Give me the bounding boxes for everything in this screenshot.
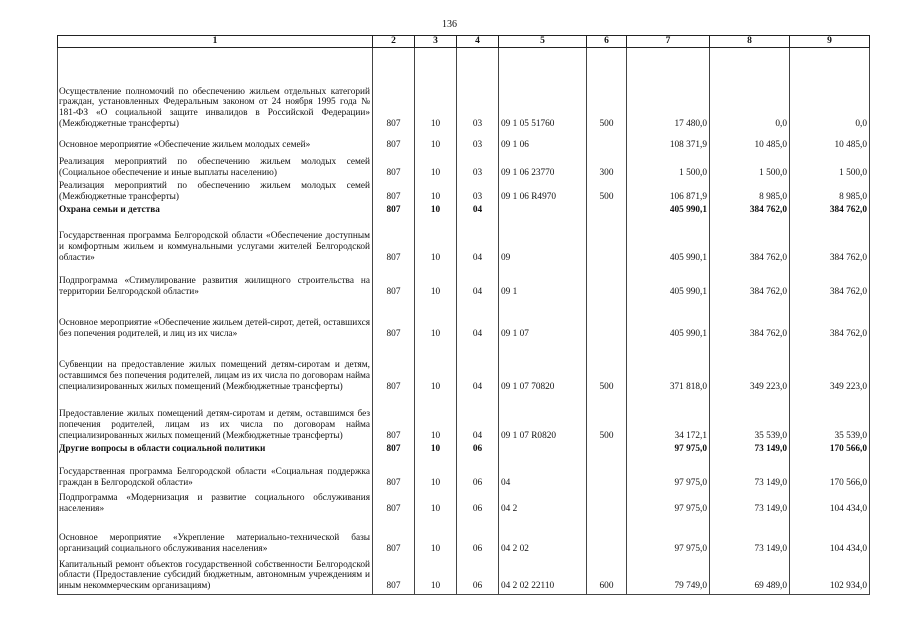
column-header: 8: [710, 36, 790, 48]
row-name: Основное мероприятие «Обеспечение жильем детей-сирот, детей, оставшихся без попечения родителей, и лиц из их числа»: [58, 299, 373, 341]
subsection-code: 06: [457, 556, 499, 594]
admin-code: 807: [373, 341, 415, 394]
amount-2: 405 990,1: [627, 299, 710, 341]
section-code: 10: [415, 341, 457, 394]
amount-3: 384 762,0: [710, 299, 790, 341]
amount-2: 106 871,9: [627, 180, 710, 204]
amount-3: 349 223,0: [710, 341, 790, 394]
target-code: 09: [499, 217, 587, 265]
subsection-code: 06: [457, 456, 499, 490]
amount-3: 10 485,0: [710, 131, 790, 152]
amount-2: 405 990,1: [627, 265, 710, 299]
subsection-code: 06: [457, 516, 499, 556]
admin-code: 807: [373, 217, 415, 265]
section-code: 10: [415, 131, 457, 152]
amount-4: 35 539,0: [790, 394, 870, 443]
expense-type: 500: [587, 394, 627, 443]
table-body: [58, 47, 870, 594]
amount-2: 34 172,1: [627, 394, 710, 443]
amount-4: 10 485,0: [790, 131, 870, 152]
admin-code: 807: [373, 516, 415, 556]
row-name: Предоставление жилых помещений детям-сиротам и детям, оставшимся без попечения родителей, лицам из их числа по договорам найма специализированных жилых помещений (Межбюджетные трансферты): [58, 394, 373, 443]
table-row: [58, 299, 870, 341]
table-row: [58, 490, 870, 516]
row-name: Реализация мероприятий по обеспечению жильем молодых семей (Социальное обеспечение и иные выплаты населению): [58, 152, 373, 180]
row-name: Подпрограмма «Модернизация и развитие социального обслуживания населения»: [58, 490, 373, 516]
target-code: 04 2 02: [499, 516, 587, 556]
amount-4: 384 762,0: [790, 265, 870, 299]
subsection-code: 03: [457, 180, 499, 204]
amount-3: 35 539,0: [710, 394, 790, 443]
target-code: 09 1 05 51760: [499, 47, 587, 131]
table-row: [58, 456, 870, 490]
expense-type: [587, 443, 627, 456]
subsection-code: 04: [457, 299, 499, 341]
admin-code: 807: [373, 180, 415, 204]
amount-2: 1 500,0: [627, 152, 710, 180]
subsection-code: 06: [457, 490, 499, 516]
section-code: 10: [415, 217, 457, 265]
section-code: 10: [415, 456, 457, 490]
table-row: [58, 394, 870, 443]
admin-code: 807: [373, 490, 415, 516]
table-row: [58, 131, 870, 152]
row-name: Другие вопросы в области социальной политики: [58, 443, 373, 456]
amount-3: 1 500,0: [710, 152, 790, 180]
column-header: 7: [627, 36, 710, 48]
expense-type: 500: [587, 341, 627, 394]
target-code: 09 1: [499, 265, 587, 299]
section-code: 10: [415, 394, 457, 443]
section-code: 10: [415, 47, 457, 131]
admin-code: 807: [373, 443, 415, 456]
row-name: Капитальный ремонт объектов государственной собственности Белгородской области (Предоставление субсидий бюджетным, автономным учреждениям и иным некоммерческим организациям): [58, 556, 373, 594]
amount-2: 17 480,0: [627, 47, 710, 131]
section-code: 10: [415, 265, 457, 299]
subsection-code: 04: [457, 394, 499, 443]
table-row: [58, 217, 870, 265]
amount-4: 384 762,0: [790, 217, 870, 265]
amount-4: 1 500,0: [790, 152, 870, 180]
admin-code: 807: [373, 556, 415, 594]
row-name: Реализация мероприятий по обеспечению жильем молодых семей (Межбюджетные трансферты): [58, 180, 373, 204]
row-name: Субвенции на предоставление жилых помещений детям-сиротам и детям, оставшимся без попечения родителей, лицам из их числа по договорам найма специализированных жилых помещений (Межбюджетные трансферты): [58, 341, 373, 394]
row-name: Подпрограмма «Стимулирование развития жилищного строительства на территории Белгородской области»: [58, 265, 373, 299]
section-code: 10: [415, 299, 457, 341]
admin-code: 807: [373, 394, 415, 443]
amount-2: 108 371,9: [627, 131, 710, 152]
admin-code: 807: [373, 47, 415, 131]
amount-3: 384 762,0: [710, 265, 790, 299]
target-code: 04: [499, 456, 587, 490]
amount-3: 384 762,0: [710, 217, 790, 265]
row-name: Государственная программа Белгородской области «Социальная поддержка граждан в Белгородской области»: [58, 456, 373, 490]
target-code: 09 1 07 R0820: [499, 394, 587, 443]
column-header: 2: [373, 36, 415, 48]
admin-code: 807: [373, 456, 415, 490]
amount-4: 384 762,0: [790, 299, 870, 341]
section-code: 10: [415, 180, 457, 204]
expense-type: [587, 265, 627, 299]
target-code: [499, 204, 587, 217]
amount-4: 102 934,0: [790, 556, 870, 594]
amount-2: 79 749,0: [627, 556, 710, 594]
amount-3: 73 149,0: [710, 516, 790, 556]
row-name: Основное мероприятие «Укрепление материально-технической базы организаций социального обслуживания населения»: [58, 516, 373, 556]
subsection-code: 03: [457, 152, 499, 180]
expense-type: [587, 490, 627, 516]
subsection-code: 04: [457, 217, 499, 265]
page-number: 136: [442, 19, 457, 30]
amount-3: 73 149,0: [710, 456, 790, 490]
expense-type: [587, 516, 627, 556]
amount-4: 8 985,0: [790, 180, 870, 204]
table-row: [58, 152, 870, 180]
table-row: [58, 204, 870, 217]
column-header: 5: [499, 36, 587, 48]
amount-2: 405 990,1: [627, 204, 710, 217]
table-row: [58, 180, 870, 204]
expense-type: [587, 456, 627, 490]
target-code: 04 2: [499, 490, 587, 516]
expense-type: 600: [587, 556, 627, 594]
target-code: 09 1 07 70820: [499, 341, 587, 394]
expense-type: [587, 131, 627, 152]
column-header: 3: [415, 36, 457, 48]
subsection-code: 03: [457, 131, 499, 152]
table-row: [58, 47, 870, 131]
amount-3: 0,0: [710, 47, 790, 131]
amount-4: 170 566,0: [790, 456, 870, 490]
expense-type: 500: [587, 180, 627, 204]
expense-type: [587, 204, 627, 217]
amount-3: 384 762,0: [710, 204, 790, 217]
section-code: 10: [415, 556, 457, 594]
amount-3: 73 149,0: [710, 490, 790, 516]
subsection-code: 03: [457, 47, 499, 131]
amount-2: 97 975,0: [627, 456, 710, 490]
admin-code: 807: [373, 265, 415, 299]
section-code: 10: [415, 443, 457, 456]
target-code: 09 1 06 R4970: [499, 180, 587, 204]
expense-type: 300: [587, 152, 627, 180]
target-code: 09 1 07: [499, 299, 587, 341]
target-code: [499, 443, 587, 456]
amount-4: 349 223,0: [790, 341, 870, 394]
amount-2: 97 975,0: [627, 443, 710, 456]
target-code: 09 1 06: [499, 131, 587, 152]
amount-2: 97 975,0: [627, 490, 710, 516]
admin-code: 807: [373, 299, 415, 341]
amount-3: 73 149,0: [710, 443, 790, 456]
amount-4: 0,0: [790, 47, 870, 131]
target-code: 04 2 02 22110: [499, 556, 587, 594]
amount-4: 104 434,0: [790, 516, 870, 556]
expense-type: 500: [587, 47, 627, 131]
expense-type: [587, 299, 627, 341]
amount-4: 104 434,0: [790, 490, 870, 516]
amount-2: 97 975,0: [627, 516, 710, 556]
subsection-code: 04: [457, 204, 499, 217]
table-row: [58, 265, 870, 299]
amount-4: 170 566,0: [790, 443, 870, 456]
amount-4: 384 762,0: [790, 204, 870, 217]
row-name: Основное мероприятие «Обеспечение жильем молодых семей»: [58, 131, 373, 152]
column-header: 9: [790, 36, 870, 48]
table-row: [58, 341, 870, 394]
amount-3: 8 985,0: [710, 180, 790, 204]
table-row: [58, 556, 870, 594]
column-header: 1: [58, 36, 373, 48]
row-name: Охрана семьи и детства: [58, 204, 373, 217]
admin-code: 807: [373, 152, 415, 180]
amount-2: 371 818,0: [627, 341, 710, 394]
row-name: Государственная программа Белгородской области «Обеспечение доступным и комфортным жильем и коммунальными услугами жителей Белгородской области»: [58, 217, 373, 265]
section-code: 10: [415, 516, 457, 556]
section-code: 10: [415, 490, 457, 516]
subsection-code: 04: [457, 341, 499, 394]
admin-code: 807: [373, 204, 415, 217]
section-code: 10: [415, 152, 457, 180]
subsection-code: 04: [457, 265, 499, 299]
row-name: Осуществление полномочий по обеспечению жильем отдельных категорий граждан, установленных Федеральным законом от 24 ноября 1995 года № 181-ФЗ «О социальной защите инвалидов в Российской Федерации» (Межбюджетные трансферты): [58, 47, 373, 131]
admin-code: 807: [373, 131, 415, 152]
amount-2: 405 990,1: [627, 217, 710, 265]
expense-type: [587, 217, 627, 265]
amount-3: 69 489,0: [710, 556, 790, 594]
target-code: 09 1 06 23770: [499, 152, 587, 180]
table-row: [58, 516, 870, 556]
budget-table: [57, 35, 870, 595]
subsection-code: 06: [457, 443, 499, 456]
section-code: 10: [415, 204, 457, 217]
header-row: [58, 36, 870, 48]
column-header: 6: [587, 36, 627, 48]
table-row: [58, 443, 870, 456]
column-header: 4: [457, 36, 499, 48]
